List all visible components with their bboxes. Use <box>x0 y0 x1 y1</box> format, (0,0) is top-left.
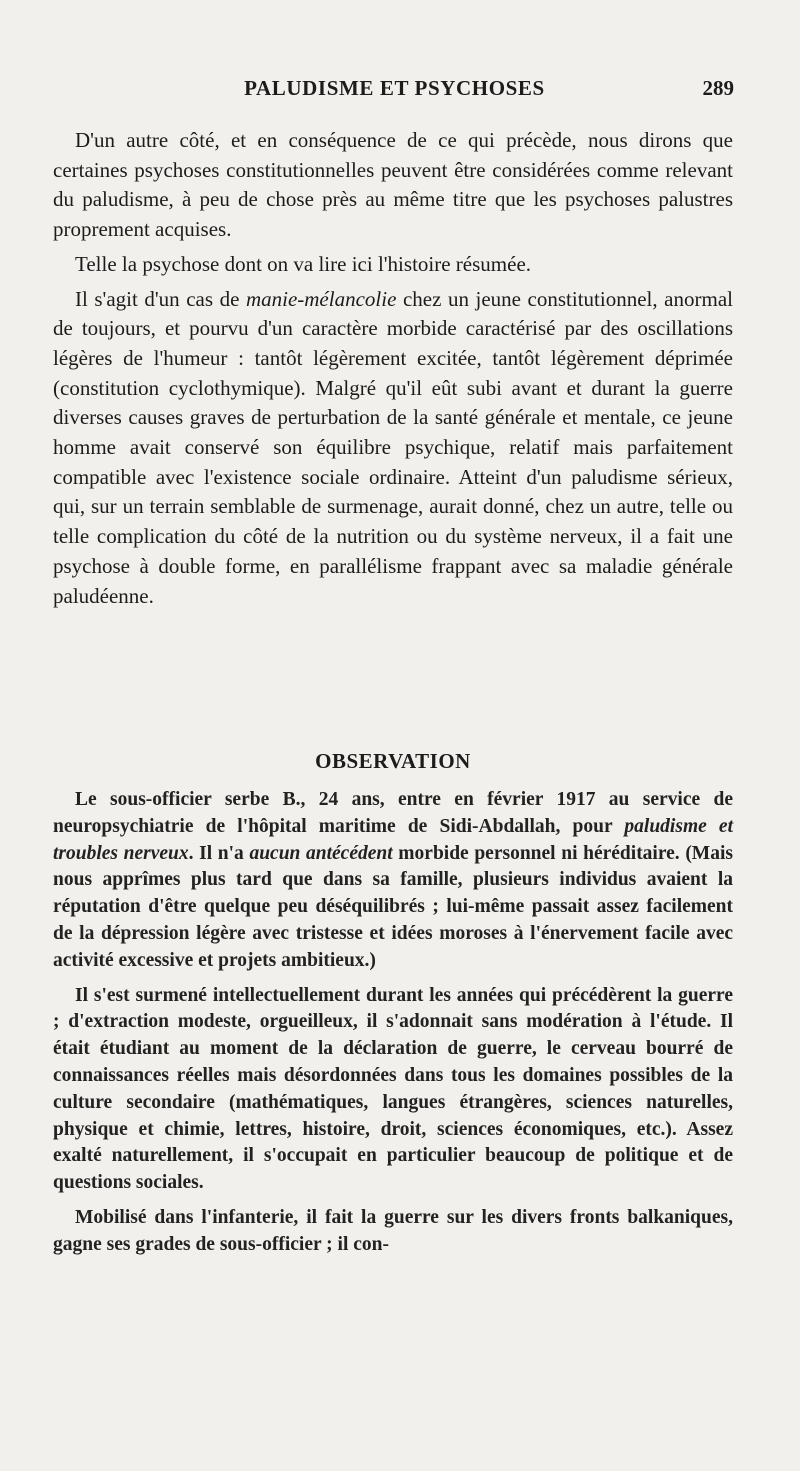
obs-p1-rest: morbide personnel ni héréditaire. (Mais nous apprîmes plus tard que dans sa famille, plusieurs individus avaient la réputation d'être quelque peu déséquilibrés ; lui-même passait assez facilement de la dépression légère avec tristesse et idées moroses à l'énervement facile avec activité excessive et projets ambitieux.) <box>53 842 733 971</box>
intro-text <box>53 126 733 611</box>
obs-p1-start: Le sous-officier serbe B., 24 ans, entre en février 1917 au service de neuropsychiatrie de l'hôpital maritime de Sidi-Abdallah, pour <box>53 789 733 837</box>
page-header <box>55 76 734 106</box>
intro-p3-italic: manie-mélancolie <box>245 286 397 311</box>
running-title: PALUDISME ET PSYCHOSES <box>244 76 545 100</box>
intro-paragraph-2: Telle la psychose dont on va lire ici l'histoire résumée. <box>75 251 532 276</box>
observation-paragraph-3: Mobilisé dans l'infanterie, il fait la guerre sur les divers fronts balkaniques, gagne ses grades de sous-officier ; il con- <box>53 1206 733 1255</box>
obs-p1-middle: . Il n'a <box>188 842 250 864</box>
intro-p3-rest: chez un jeune constitutionnel, anormal de toujours, et pourvu d'un caractère morbide caractérisé par des oscillations légères de l'humeur : tantôt légèrement excitée, tantôt légèrement déprimée (constitution cyclothymique). Malgré qu'il eût subi avant et durant la guerre diverses causes graves de perturbation de la santé générale et mentale, ce jeune homme avait conservé son équilibre psychique, relatif mais parfaitement compatible avec l'existence sociale ordinaire. Atteint d'un paludisme sérieux, qui, sur un terrain semblable de surmenage, aurait donné, chez un autre, telle ou telle complication du côté de la nutrition ou du système nerveux, il a fait une psychose à double forme, en parallélisme frappant avec sa maladie générale paludéenne. <box>53 286 733 608</box>
page-number: 289 <box>702 76 734 100</box>
intro-paragraph-1: D'un autre côté, et en conséquence de ce qui précède, nous dirons que certaines psychoses constitutionnelles peuvent être considérées comme relevant du paludisme, à peu de chose près au même titre que les psychoses palustres proprement acquises. <box>53 128 733 242</box>
observation-paragraph-2: Il s'est surmené intellectuellement durant les années qui précédèrent la guerre ; d'extraction modeste, orgueilleux, il s'adonnait sans modération à l'étude. Il était étudiant au moment de la déclaration de guerre, le cerveau bourré de connaissances réelles mais désordonnées dans tous les domaines possibles de la culture secondaire (mathématiques, langues étrangères, sciences naturelles, physique et chimie, lettres, histoire, droit, sciences économiques, etc.). Assez exalté naturellement, il s'occupait en particulier beaucoup de politique et de questions sociales. <box>53 984 733 1194</box>
observation-text <box>53 787 733 1259</box>
section-title: OBSERVATION <box>315 749 471 773</box>
obs-p1-italic-1: paludisme et troubles nerveux <box>53 815 733 864</box>
observation-paragraph-1 <box>53 787 733 975</box>
obs-p1-italic-2: aucun antécédent <box>249 842 393 864</box>
intro-paragraph-3 <box>53 285 733 612</box>
intro-p3-start: Il s'agit d'un cas de <box>75 286 246 311</box>
